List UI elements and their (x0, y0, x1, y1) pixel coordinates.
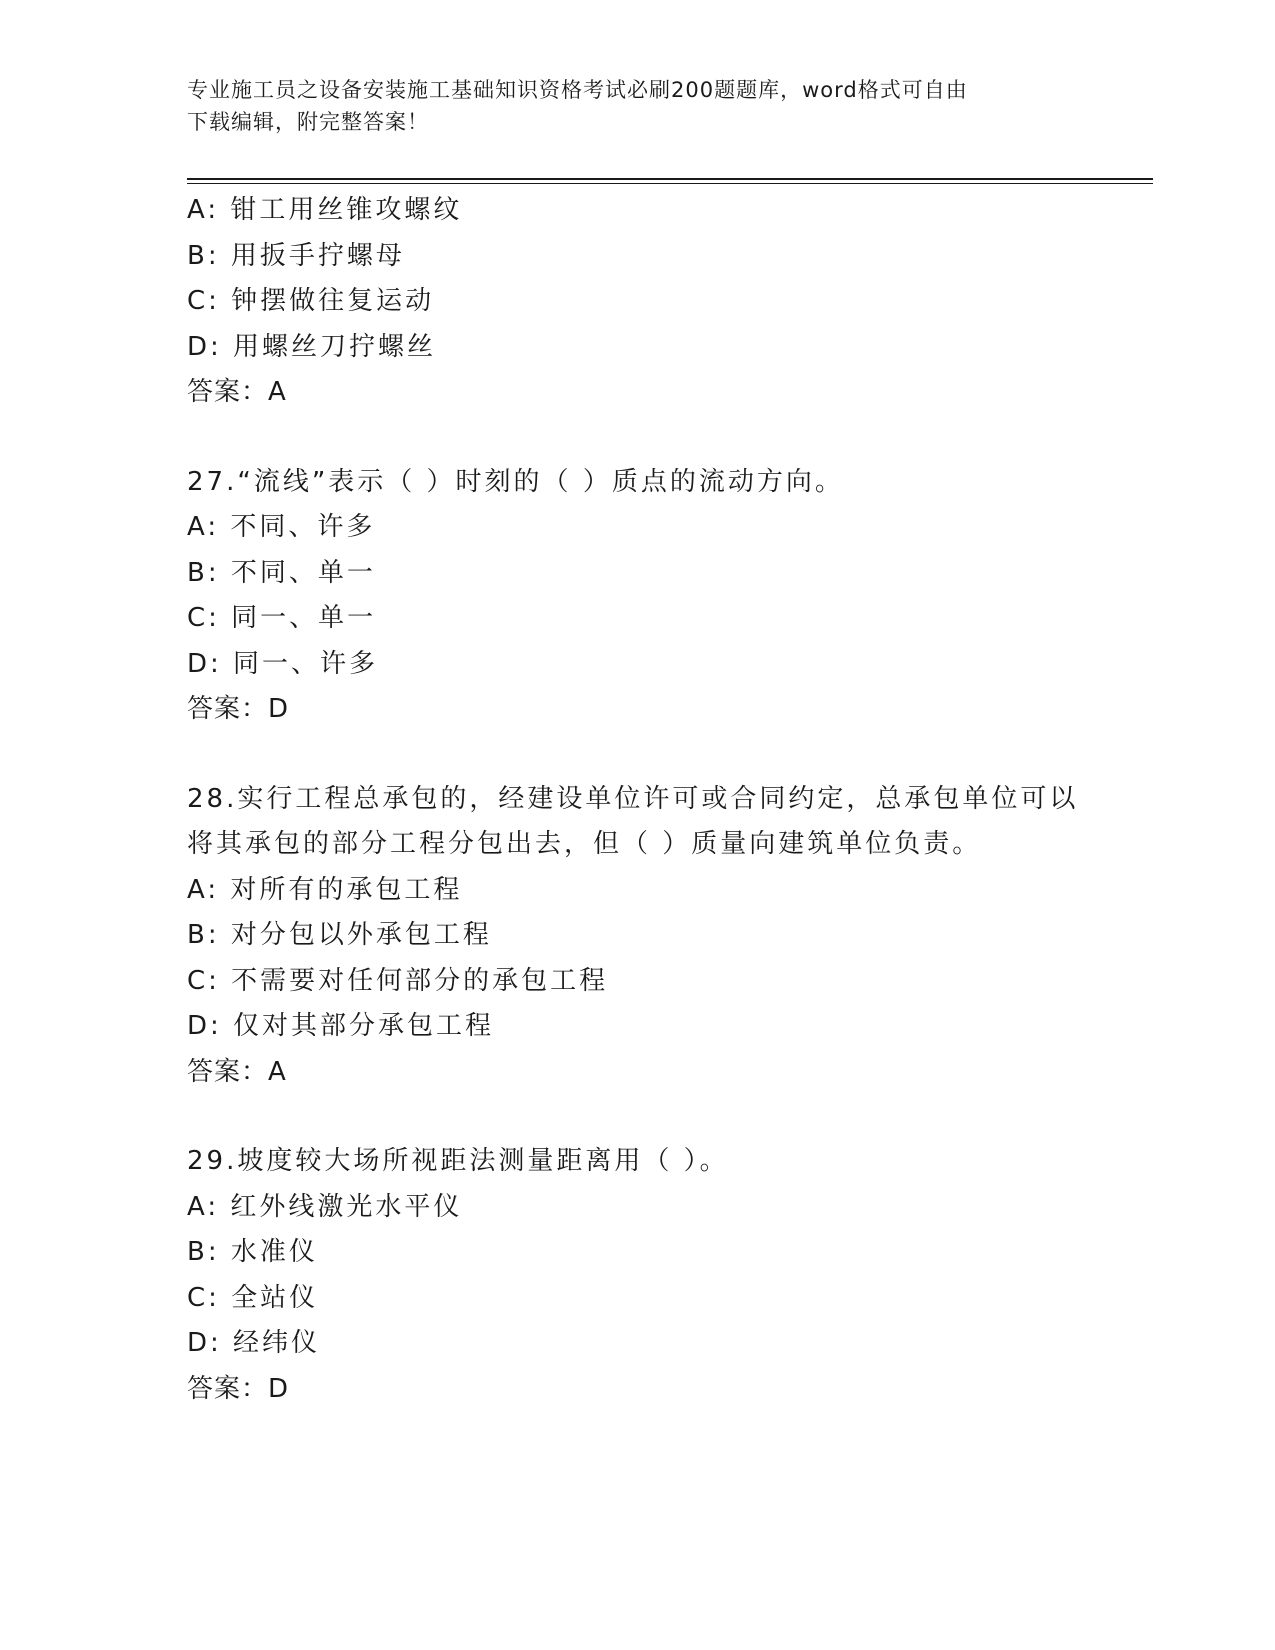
option-b: B: 不同、单一 (187, 557, 376, 588)
option-b: B: 对分包以外承包工程 (187, 920, 492, 950)
option-c: C: 钟摆做往复运动 (187, 286, 435, 316)
question-stem-line-2: 将其承包的部分工程分包出去，但（ ）质量向建筑单位负责。 (187, 829, 982, 859)
question-stem: 29.坡度较大场所视距法测量距离用（ ）。 (187, 1146, 729, 1176)
spacer (187, 1095, 1087, 1139)
question-26-continued (187, 188, 1087, 416)
question-stem: 27.“流线”表示（ ）时刻的（ ）质点的流动方向。 (187, 466, 844, 497)
header-title-line-1: 专业施工员之设备安装施工基础知识资格考试必刷200题题库，word格式可自由 (187, 78, 968, 102)
question-stem-line-1: 28.实行工程总承包的，经建设单位许可或合同约定，总承包单位可以 (187, 783, 1079, 814)
answer-line: 答案：D (187, 1373, 290, 1404)
option-b: B: 用扳手拧螺母 (187, 240, 405, 271)
answer-line: 答案：A (187, 1056, 287, 1087)
question-29 (187, 1139, 1087, 1412)
header-title-line-2: 下载编辑，附完整答案！ (187, 110, 429, 134)
header-divider-thin (187, 183, 1153, 184)
option-c: C: 全站仪 (187, 1282, 319, 1313)
option-a: A: 不同、许多 (187, 512, 376, 542)
header-divider-thick (187, 178, 1153, 180)
option-a: A: 钳工用丝锥攻螺纹 (187, 195, 463, 225)
spacer (187, 416, 1087, 460)
option-b: B: 水准仪 (187, 1237, 318, 1267)
answer-line: 答案：A (187, 377, 287, 407)
question-27 (187, 460, 1087, 733)
option-d: D: 用螺丝刀拧螺丝 (187, 331, 437, 362)
spacer (187, 733, 1087, 777)
document-header (187, 74, 1067, 138)
option-d: D: 同一、许多 (187, 648, 379, 679)
option-c: C: 同一、单一 (187, 603, 377, 633)
question-28 (187, 777, 1087, 1096)
option-a: A: 对所有的承包工程 (187, 874, 463, 905)
option-d: D: 经纬仪 (187, 1328, 321, 1358)
option-a: A: 红外线激光水平仪 (187, 1191, 463, 1222)
option-d: D: 仅对其部分承包工程 (187, 1011, 495, 1041)
option-c: C: 不需要对任何部分的承包工程 (187, 965, 609, 996)
answer-line: 答案：D (187, 694, 290, 724)
question-list (187, 188, 1087, 1412)
